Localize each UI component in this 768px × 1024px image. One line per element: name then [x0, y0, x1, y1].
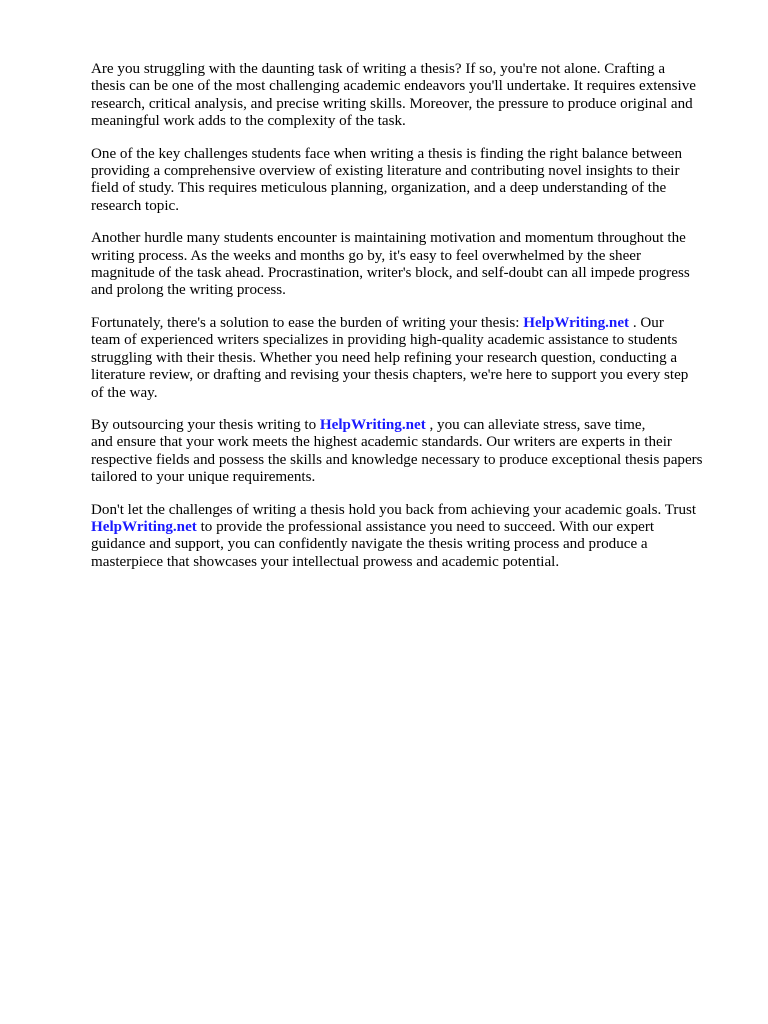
paragraph-challenges: One of the key challenges students face when writing a thesis is finding the right balance between providing a comprehensive overview of existing literature and contributing novel insights to their field of study. This requires meticulous planning, organization, and a deep understanding of the research topic.: [91, 145, 682, 214]
paragraph-solution: [91, 315, 723, 402]
paragraph-closing-text-after: to provide the professional assistance you need to succeed. With our expert guidance and support, you can confidently navigate the thesis writing process and produce a masterpiece that showcases your intellectual prowess and academic potential.: [91, 518, 655, 570]
helpwriting-link[interactable]: HelpWriting.net: [319, 416, 426, 433]
helpwriting-link[interactable]: HelpWriting.net: [523, 314, 630, 331]
paragraph-outsourcing-text-before: By outsourcing your thesis writing to: [91, 416, 320, 433]
helpwriting-link[interactable]: HelpWriting.net: [91, 518, 197, 535]
paragraph-outsourcing-text-after: , you can alleviate stress, save time, and ensure that your work meets the highest academic standards. Our writers are experts in their respective fields and possess the skills and knowledge necessary to produce exceptional thesis papers tailored to your unique requirements.: [91, 416, 703, 486]
paragraph-motivation: Another hurdle many students encounter is maintaining motivation and momentum throughout the writing process. As the weeks and months go by, it's easy to feel overwhelmed by the sheer magnitude of the task ahead. Procrastination, writer's block, and self-doubt can all impede progress and prolong the writing process.: [91, 230, 690, 299]
paragraph-solution-text-after: . Our team of experienced writers specializes in providing high-quality academic assistance to students struggling with their thesis. Whether you need help refining your research question, conducting a literature review, or drafting and revising your thesis chapters, we're here to support you every step of the way.: [91, 314, 689, 401]
document-page: [91, 61, 723, 586]
paragraph-intro: Are you struggling with the daunting task of writing a thesis? If so, you're not alone. Crafting a thesis can be one of the most challenging academic endeavors you'll undertake. It requires extensive research, critical analysis, and precise writing skills. Moreover, the pressure to produce original and meaningful work adds to the complexity of the task.: [91, 61, 696, 130]
paragraph-closing-text-before: Don't let the challenges of writing a thesis hold you back from achieving your academic goals. Trust: [91, 501, 697, 518]
paragraph-outsourcing: [91, 417, 723, 487]
paragraph-closing: [91, 502, 723, 572]
paragraph-solution-text-before: Fortunately, there's a solution to ease the burden of writing your thesis:: [91, 314, 524, 331]
